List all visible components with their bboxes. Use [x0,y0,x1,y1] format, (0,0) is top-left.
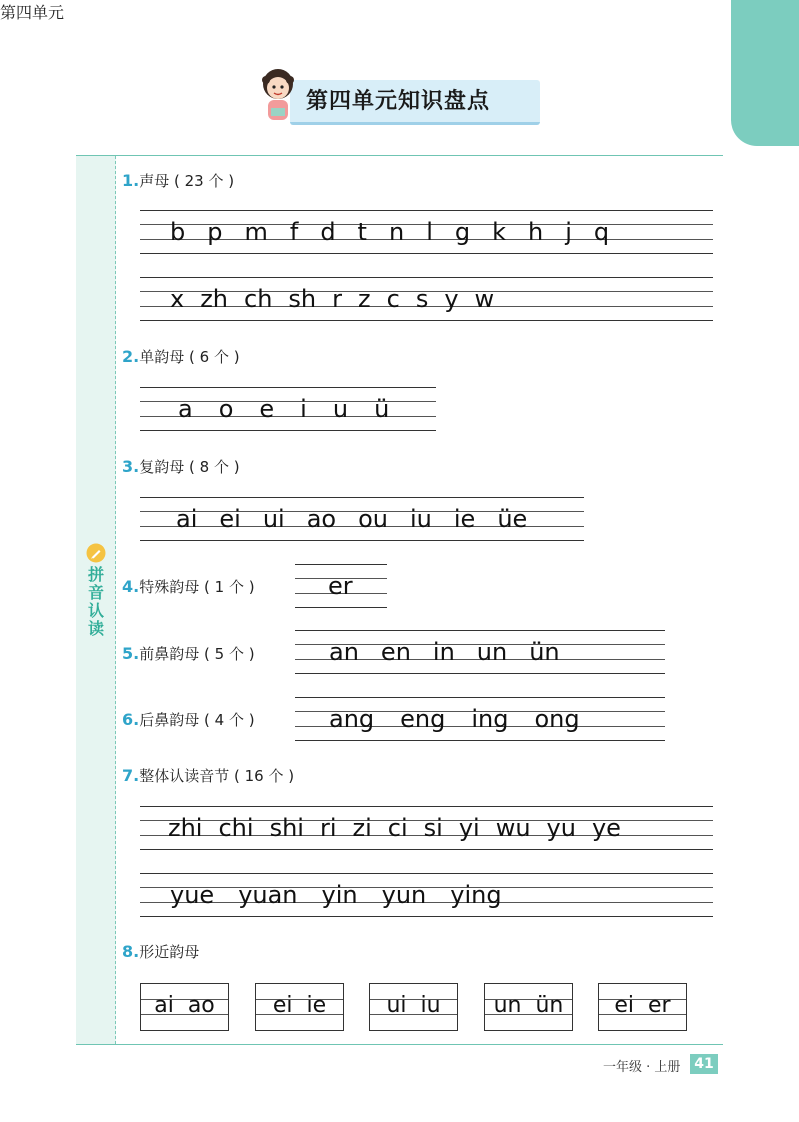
pinyin-item: shi [269,814,304,842]
pinyin-item: s [415,285,429,313]
similar-finals-pair: ei er [614,993,671,1018]
pinyin-item: p [207,218,223,246]
book-label: 一年级 · 上册 [603,1060,681,1075]
similar-finals-pair: ai ao [154,993,215,1018]
pinyin-grid [140,806,713,850]
grid-line [295,697,665,698]
section-heading: 2.单韵母 ( 6 个 ) [122,347,240,366]
grid-line [140,430,436,431]
grid-line [140,277,713,278]
pinyin-item: en [380,638,411,666]
pinyin-item: ong [534,705,580,733]
bottom-divider [76,1044,723,1045]
grid-line [140,540,584,541]
pinyin-item: zhi [168,814,203,842]
pinyin-row [168,815,621,841]
pinyin-item: ch [244,285,273,313]
pinyin-item: ao [306,505,337,533]
pinyin-item: u [332,395,349,423]
pinyin-item: g [454,218,471,246]
pinyin-item: chi [218,814,254,842]
pinyin-item: ü [374,395,390,423]
pinyin-row [328,573,353,599]
pinyin-grid [295,564,387,608]
grid-line [140,849,713,850]
section-heading: 8.形近韵母 [122,942,200,961]
pinyin-item: an [329,638,359,666]
pinyin-grid [140,210,713,254]
pinyin-item: ie [453,505,476,533]
pinyin-item: yue [170,881,215,909]
pinyin-item: o [218,395,234,423]
pinyin-grid [140,277,713,321]
pinyin-item: ye [591,814,621,842]
pinyin-item: z [358,285,371,313]
pencil-icon [86,543,106,563]
pinyin-item: sh [288,285,317,313]
section-heading: 7.整体认读音节 ( 16 个 ) [122,766,295,785]
pinyin-item: ying [450,881,502,909]
pinyin-item: k [492,218,506,246]
grid-line [295,564,387,565]
grid-line [140,497,584,498]
unit-corner-tab [731,0,799,146]
pinyin-row [329,706,580,732]
pinyin-grid [140,497,584,541]
pinyin-item: yu [546,814,576,842]
pinyin-item: ing [471,705,509,733]
pinyin-item: r [332,285,343,313]
grid-line [140,253,713,254]
pinyin-grid [140,387,436,431]
pinyin-row [176,506,527,532]
pinyin-item: yin [321,881,358,909]
similar-finals-box [369,983,458,1031]
grid-line [140,320,713,321]
section-heading: 3.复韵母 ( 8 个 ) [122,457,240,476]
pinyin-item: yun [381,881,427,909]
top-divider [76,155,723,156]
grid-line [295,607,387,608]
pinyin-item: ai [176,505,198,533]
grid-line [140,916,713,917]
pinyin-item: l [426,218,433,246]
pinyin-item: ou [358,505,388,533]
pinyin-item: i [300,395,307,423]
pinyin-item: eng [400,705,446,733]
side-label: 拼音认读 [87,565,104,638]
grid-line [140,806,713,807]
pinyin-grid [295,697,665,741]
pinyin-item: wu [495,814,531,842]
unit-corner-label: 第四单元 [0,3,65,22]
pinyin-item: n [388,218,405,246]
section-heading: 1.声母 ( 23 个 ) [122,171,235,190]
pinyin-item: si [423,814,443,842]
grid-line [295,740,665,741]
similar-finals-pair: ui iu [386,993,441,1018]
pinyin-item: üe [497,505,528,533]
pinyin-item: zi [352,814,372,842]
pinyin-row [170,219,609,245]
pinyin-item: b [170,218,186,246]
pinyin-item: er [328,572,353,600]
pinyin-item: in [432,638,455,666]
pinyin-row [170,882,502,908]
pinyin-item: d [320,218,336,246]
pinyin-item: c [386,285,400,313]
pinyin-item: t [357,218,367,246]
pinyin-item: ui [262,505,285,533]
pinyin-item: w [474,285,495,313]
pinyin-item: ei [219,505,241,533]
grid-line [140,873,713,874]
grid-line [140,210,713,211]
similar-finals-box [140,983,229,1031]
pinyin-item: x [170,285,185,313]
grid-line [140,387,436,388]
similar-finals-pair: un ün [493,993,564,1018]
pinyin-item: iu [410,505,432,533]
page-title: 第四单元知识盘点 [306,89,491,114]
grid-line [295,673,665,674]
similar-finals-pair: ei ie [272,993,327,1018]
pinyin-item: ang [329,705,375,733]
pinyin-item: a [178,395,193,423]
pinyin-item: ri [319,814,337,842]
section-heading: 4.特殊韵母 ( 1 个 ) [122,577,255,596]
pinyin-item: ci [387,814,408,842]
similar-finals-box [484,983,573,1031]
section-heading: 5.前鼻韵母 ( 5 个 ) [122,644,255,663]
section-heading: 6.后鼻韵母 ( 4 个 ) [122,710,255,729]
pinyin-row [329,639,560,665]
pinyin-item: y [444,285,459,313]
pinyin-grid [140,873,713,917]
pinyin-item: zh [200,285,229,313]
similar-finals-box [598,983,687,1031]
pinyin-item: j [565,218,572,246]
pinyin-item: yuan [238,881,298,909]
pinyin-item: h [528,218,544,246]
page-number: 41 [690,1054,718,1074]
pinyin-item: e [259,395,275,423]
pinyin-row [170,286,494,312]
pinyin-item: yi [458,814,480,842]
pinyin-item: f [289,218,299,246]
pinyin-grid [295,630,665,674]
similar-finals-box [255,983,344,1031]
pinyin-row [178,396,389,422]
pinyin-item: m [244,218,268,246]
pinyin-item: un [476,638,508,666]
grid-line [295,630,665,631]
pinyin-item: q [593,218,610,246]
pinyin-item: ün [529,638,560,666]
girl-illustration-icon [256,66,300,126]
